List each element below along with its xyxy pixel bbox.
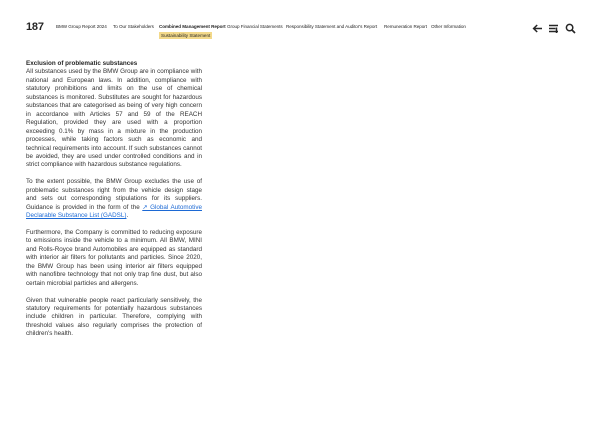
subnav-sustainability-statement[interactable]: Sustainability Statement: [161, 33, 211, 38]
nav-item-stakeholders[interactable]: To Our Stakeholders: [113, 24, 154, 29]
page-header: [0, 0, 600, 44]
nav-item-remuneration-report[interactable]: Remuneration Report: [384, 24, 427, 29]
paragraph-substance-compliance: All substances used by the BMW Group are in compliance with national and European laws. In addition, compliance with statutory prohibitions and limits on the use of chemical substances is monitored. Substitutes are sought for hazardous substances that are categorised as being of very high concern in accordance with Articles 57 and 59 of the REACH Regulation, provided they are used with a proportion exceeding 0.1% by mass in a mixture in the production processes, while taking factors such as economic and technical requirements into account. If such substances cannot be avoided, they are used under controlled conditions and in strict compliance with hazardous substance regulations.: [26, 68, 202, 169]
arrow-left-icon[interactable]: [532, 21, 543, 32]
search-icon[interactable]: [565, 21, 576, 32]
page-number: 187: [26, 21, 44, 33]
main-text-column: [26, 60, 202, 347]
section-heading: Exclusion of problematic substances: [26, 60, 138, 67]
nav-item-responsibility-statement[interactable]: Responsibility Statement and Auditor's Report: [286, 24, 378, 29]
paragraph-design-stage: [26, 178, 202, 220]
paragraph-text: To the extent possible, the BMW Group excludes the use of problematic substances right from the vehicle design stage and sets out corresponding stipulations for its suppliers. Guidance is provided in the form of the: [26, 178, 202, 211]
nav-item-management-report[interactable]: Combined Management Report: [159, 24, 226, 29]
paragraph-vehicle-emissions: Furthermore, the Company is committed to reducing exposure to emissions inside the vehicle to a minimum. All BMW, MINI and Rolls-Royce brand Automobiles are equipped as standard with interior air filters for pollutants and particles. Since 2020, the BMW Group has been using interior air filters equipped with nanofibre technology that not only trap fine dust, but also certain microbial particles and allergens.: [26, 228, 202, 287]
gadsl-link[interactable]: ↗ Global Automotive Declarable Substance List (GADSL): [26, 203, 202, 220]
paragraph-text-end: .: [126, 212, 129, 220]
nav-item-financial-statements[interactable]: Group Financial Statements: [227, 24, 283, 29]
nav-item-other-information[interactable]: Other Information: [431, 24, 466, 29]
paragraph-vulnerable-people: Given that vulnerable people react particularly sensitively, the statutory requirements for potentially hazardous substances include children in particular. Therefore, complying with threshold values also regularly comprises the protection of children's health.: [26, 296, 202, 338]
menu-icon[interactable]: [548, 21, 559, 32]
nav-item-group-report[interactable]: BMW Group Report 2024: [56, 24, 107, 29]
